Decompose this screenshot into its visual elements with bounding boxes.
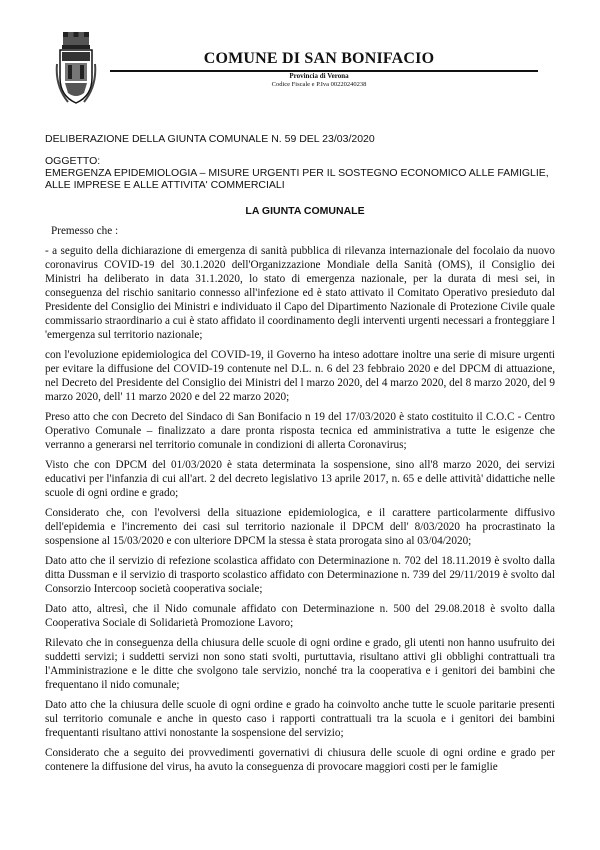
premesso-line: Premesso che : bbox=[51, 225, 119, 237]
coat-of-arms-icon bbox=[54, 30, 98, 106]
paragraph: Considerato che, con l'evolversi della situazione epidemiologica, e il carattere particolarmente diffusivo dell'epidemia e l'incremento dei casi sul territorio nazionale il DPCM dell' 8/03/2020 ha procrastinato la sospensione al 15/03/2020 e con ulteriore DPCM la stessa è stata prorogata sino al 03/04/2020; bbox=[45, 507, 555, 547]
deliberazione-heading: DELIBERAZIONE DELLA GIUNTA COMUNALE N. 59 DEL 23/03/2020 bbox=[45, 133, 375, 145]
giunta-title: LA GIUNTA COMUNALE bbox=[245, 205, 365, 217]
comune-title: COMUNE DI SAN BONIFACIO bbox=[203, 50, 435, 67]
provincia-label: Provincia di Verona bbox=[289, 72, 349, 80]
oggetto-label: OGGETTO: bbox=[45, 155, 101, 167]
codice-fiscale: Codice Fiscale e P.Iva 00220240238 bbox=[271, 81, 367, 88]
header bbox=[100, 50, 538, 68]
paragraph: Considerato che a seguito dei provvedimenti governativi di chiusura delle scuole di ogni ordine e grado per contenere la diffusione del virus, ha avuto la conseguenza di provocare maggiori costi per le famiglie bbox=[45, 747, 555, 773]
paragraph: con l'evoluzione epidemiologica del COVID-19, il Governo ha inteso adottare inoltre una serie di misure urgenti per evitare la diffusione del COVID-19 contenute nel D.L. n. 6 del 23 febbraio 2020 e del DPCM di attuazione, nel Decreto del Presidente del Consiglio dei Ministri del l marzo 2020, del 4 marzo 2020, del 8 marzo 2020, del 9 marzo 2020, dell' 11 marzo 2020 e del 22 marzo 2020; bbox=[45, 349, 555, 403]
paragraph: Rilevato che in conseguenza della chiusura delle scuole di ogni ordine e grado, gli utenti non hanno usufruito dei suddetti servizi; i suddetti servizi non sono stati svolti, purtuttavia, risultano attivi gli obblighi contrattuali tra l'Amministrazione e le ditte che svolgono tale servizio, nonché tra la cooperativa e i genitori dei bambini che frequentano il nido comunale; bbox=[45, 637, 555, 691]
paragraph: Dato atto che la chiusura delle scuole di ogni ordine e grado ha coinvolto anche tutte le scuole paritarie presenti sul territorio comunale e anche in questo caso i rapporti contrattuali tra la scuola e i genitori dei bambini frequentanti risultano attivi nonostante la sospensione del servizio; bbox=[45, 699, 555, 739]
paragraph: - a seguito della dichiarazione di emergenza di sanità pubblica di rilevanza internazionale del focolaio da nuovo coronavirus COVID-19 del 30.1.2020 dell'Organizzazione Mondiale della Sanità (OMS), il Consiglio dei Ministri ha deliberato in data 31.1.2020, lo stato di emergenza nazionale, per la durata di mesi sei, in conseguenza del rischio sanitario connesso all'infezione ed è stato attivato il Comitato Operativo presieduto dal Presidente del Consiglio dei Ministri e individuato il Capo del Dipartimento Nazionale di Protezione Civile quale commissario straordinario a cui è stato affidato il coordinamento degli interventi urgenti necessari a fronteggiare l 'emergenza sul territorio nazionale; bbox=[45, 245, 555, 341]
paragraph: Dato atto, altresì, che il Nido comunale affidato con Determinazione n. 500 del 29.08.2018 è svolto dalla Cooperativa Sociale di Solidarietà Promozione Lavoro; bbox=[45, 603, 555, 629]
document-body bbox=[45, 224, 555, 780]
paragraph: Preso atto che con Decreto del Sindaco di San Bonifacio n 19 del 17/03/2020 è stato costituito il C.O.C - Centro Operativo Comunale – finalizzato a dare pronta risposta tecnica ed amministrativa a tutte le esigenze che verranno a generarsi nel territorio comunale in condizioni di allerta Coronavirus; bbox=[45, 411, 555, 451]
paragraph: Dato atto che il servizio di refezione scolastica affidato con Determinazione n. 702 del 18.11.2019 è svolto dalla ditta Dussman e il servizio di trasporto scolastico affidato con Determinazione n. 739 del 29/11/2019 è svolto dal Consorzio Intercoop società cooperativa sociale; bbox=[45, 555, 555, 595]
paragraph: Visto che con DPCM del 01/03/2020 è stata determinata la sospensione, sino all'8 marzo 2020, dei servizi educativi per l'infanzia di cui all'art. 2 del decreto legislativo 13 aprile 2017, n. 65 e delle attività' didattiche nelle scuole di ogni ordine e grado; bbox=[45, 459, 555, 499]
oggetto-text: EMERGENZA EPIDEMIOLOGIA – MISURE URGENTI PER IL SOSTEGNO ECONOMICO ALLE FAMIGLIE, ALLE IMPRESE E ALLE ATTIVITA' COMMERCIALI bbox=[45, 167, 549, 191]
